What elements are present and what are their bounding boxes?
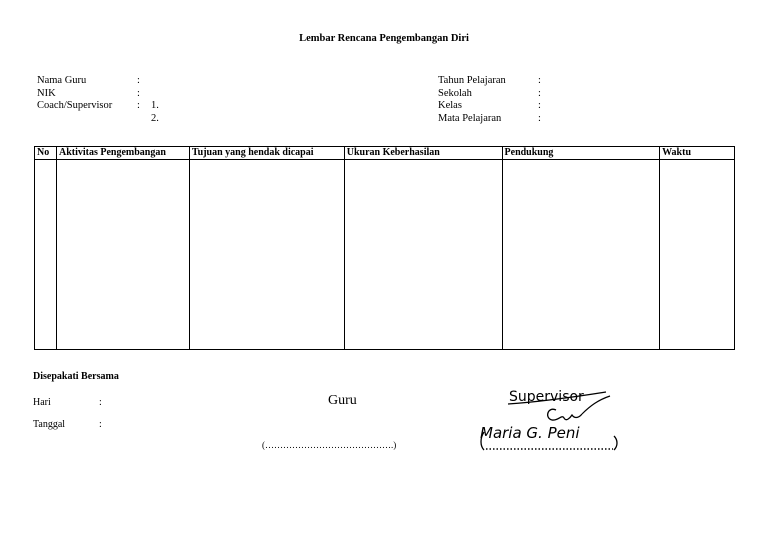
table-header-row	[35, 147, 735, 160]
info-colon: :	[137, 87, 140, 99]
guru-signature-line: (…………………………………….)	[262, 440, 397, 450]
guru-label: Guru	[328, 393, 357, 408]
tanggal-label: Tanggal	[33, 419, 66, 430]
info-row-mapel	[438, 113, 552, 126]
info-label	[37, 113, 137, 126]
info-row-tahun	[438, 75, 552, 88]
column-header-no: No	[35, 147, 57, 160]
development-plan-table	[34, 146, 735, 350]
table-cell-waktu[interactable]	[660, 160, 735, 350]
table-cell-pendukung[interactable]	[502, 160, 660, 350]
info-label: Sekolah	[438, 87, 472, 99]
info-row-coach-2	[37, 113, 159, 126]
column-header-ukuran: Ukuran Keberhasilan	[344, 147, 502, 160]
info-label: Mata Pelajaran	[438, 112, 502, 124]
info-row-kelas	[438, 100, 552, 113]
info-row-sekolah	[438, 88, 552, 101]
info-value: 2.	[151, 112, 159, 124]
info-colon: :	[137, 75, 140, 86]
info-colon	[137, 113, 151, 126]
column-header-tujuan: Tujuan yang hendak dicapai	[189, 147, 344, 160]
info-label: Tahun Pelajaran	[438, 75, 506, 86]
table-row	[35, 160, 735, 350]
info-label: Coach/Supervisor	[37, 100, 113, 111]
hari-label: Hari	[33, 397, 51, 408]
info-label: Kelas	[438, 100, 462, 111]
info-colon: :	[538, 112, 541, 124]
hari-colon: :	[99, 397, 102, 408]
table-cell-aktivitas[interactable]	[56, 160, 189, 350]
supervisor-name: Maria G. Peni	[480, 424, 580, 442]
supervisor-signature	[478, 388, 628, 453]
column-header-waktu: Waktu	[660, 147, 735, 160]
table-cell-tujuan[interactable]	[189, 160, 344, 350]
info-colon: :	[538, 100, 541, 111]
column-header-aktivitas: Aktivitas Pengembangan	[56, 147, 189, 160]
info-value: 1.	[151, 100, 159, 111]
info-label: Nama Guru	[37, 75, 87, 86]
info-left	[37, 75, 159, 125]
table-cell-ukuran[interactable]	[344, 160, 502, 350]
hari-field	[33, 397, 102, 408]
info-row-coach	[37, 100, 159, 113]
info-right	[438, 75, 552, 125]
page-title: Lembar Rencana Pengembangan Diri	[299, 33, 469, 44]
agreement-heading: Disepakati Bersama	[33, 371, 119, 382]
supervisor-label: Supervisor	[509, 389, 584, 405]
info-colon: :	[538, 87, 541, 99]
info-row-nik	[37, 88, 159, 101]
info-row-nama-guru	[37, 75, 159, 88]
column-header-pendukung: Pendukung	[502, 147, 660, 160]
table-cell-no[interactable]	[35, 160, 57, 350]
tanggal-colon: :	[99, 419, 102, 430]
tanggal-field	[33, 419, 102, 430]
info-label: NIK	[37, 87, 56, 99]
info-colon: :	[538, 75, 541, 86]
info-colon: :	[137, 100, 140, 111]
